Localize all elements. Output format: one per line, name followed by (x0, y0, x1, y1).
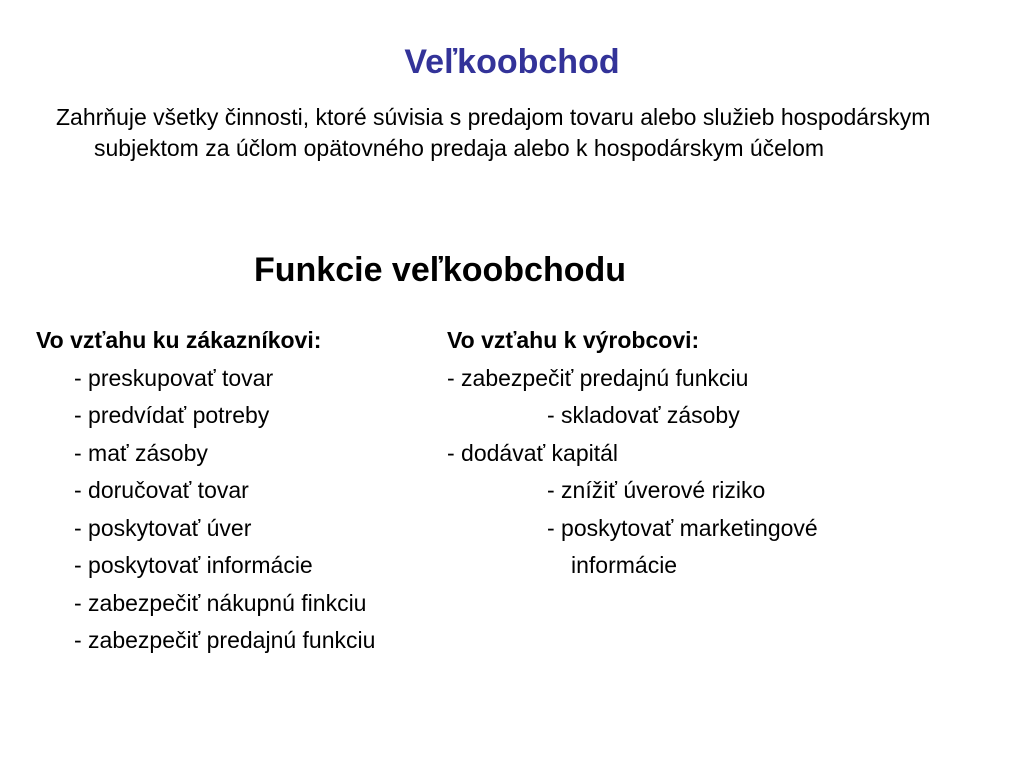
producer-item: - znížiť úverové riziko (547, 477, 766, 503)
customer-item: - mať zásoby (74, 439, 208, 466)
slide-title: Veľkoobchod (404, 43, 620, 81)
section-subtitle: Funkcie veľkoobchodu (254, 251, 627, 289)
producer-item: - dodávať kapitál (447, 439, 619, 466)
producer-item: - skladovať zásoby (547, 402, 740, 428)
producer-item: - poskytovať marketingové (547, 514, 818, 541)
customer-item: - zabezpečiť nákupnú finkciu (74, 589, 367, 616)
customer-column (36, 322, 375, 660)
producer-column (447, 322, 818, 585)
producer-item: - zabezpečiť predajnú funkciu (447, 364, 749, 391)
producer-heading: Vo vzťahu k výrobcovi: (447, 327, 700, 353)
producer-item: informácie (571, 552, 678, 578)
definition-paragraph: Zahrňuje všetky činnosti, ktoré súvisia s predajom tovaru alebo služieb hospodárskym subjektom za účlom opätovného predaja alebo k hospodárskym účelom (56, 104, 931, 161)
customer-item: - doručovať tovar (74, 477, 249, 503)
customer-item: - preskupovať tovar (74, 364, 274, 391)
customer-item: - poskytovať informácie (74, 552, 313, 578)
customer-item: - poskytovať úver (74, 514, 252, 541)
customer-item: - predvídať potreby (74, 402, 270, 428)
customer-item: - zabezpečiť predajnú funkciu (74, 627, 376, 653)
customer-heading: Vo vzťahu ku zákazníkovi: (36, 327, 322, 353)
